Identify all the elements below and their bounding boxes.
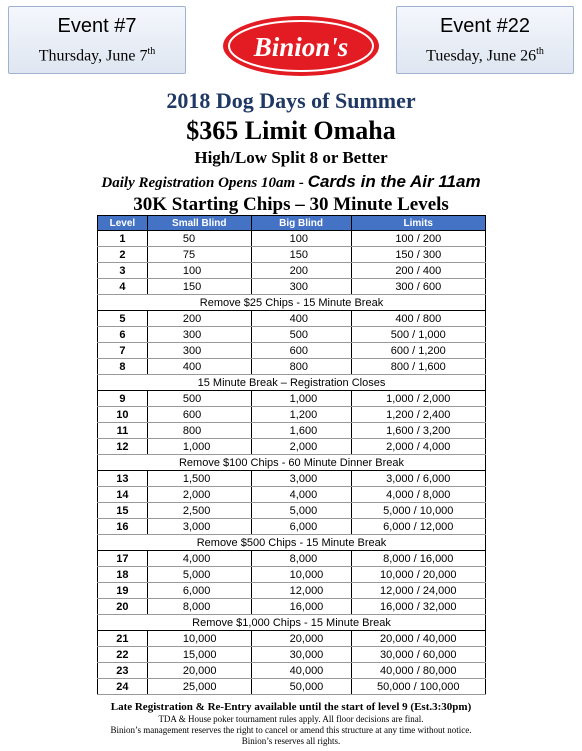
cell-limits: 1,000 / 2,000 xyxy=(351,391,486,407)
cell-sb: 300 xyxy=(147,327,251,343)
cell-sb: 1,000 xyxy=(147,439,251,455)
break-text: 15 Minute Break – Registration Closes xyxy=(98,375,486,391)
table-row xyxy=(98,471,486,487)
cell-level: 22 xyxy=(98,647,148,663)
cell-limits: 500 / 1,000 xyxy=(351,327,486,343)
table-row xyxy=(98,359,486,375)
logo-text: Binion's xyxy=(253,32,349,62)
cell-level: 18 xyxy=(98,567,148,583)
table-row xyxy=(98,311,486,327)
cell-sb: 3,000 xyxy=(147,519,251,535)
cell-level: 7 xyxy=(98,343,148,359)
cell-level: 11 xyxy=(98,423,148,439)
event-date: Tuesday, June 26th xyxy=(426,46,544,65)
table-row xyxy=(98,279,486,295)
cell-sb: 8,000 xyxy=(147,599,251,615)
cell-limits: 4,000 / 8,000 xyxy=(351,487,486,503)
table-header-row xyxy=(98,216,486,231)
binions-logo xyxy=(221,14,381,78)
cell-limits: 1,200 / 2,400 xyxy=(351,407,486,423)
blind-structure-table xyxy=(97,215,486,695)
series-title: 2018 Dog Days of Summer xyxy=(166,88,416,113)
header-limits: Limits xyxy=(351,216,486,231)
break-text: Remove $1,000 Chips - 15 Minute Break xyxy=(98,615,486,631)
cell-sb: 15,000 xyxy=(147,647,251,663)
cell-level: 23 xyxy=(98,663,148,679)
event-22-box xyxy=(396,6,574,74)
cell-bb: 300 xyxy=(251,279,351,295)
header-big-blind: Big Blind xyxy=(251,216,351,231)
cell-sb: 75 xyxy=(147,247,251,263)
cell-bb: 50,000 xyxy=(251,679,351,695)
cell-bb: 600 xyxy=(251,343,351,359)
cell-level: 8 xyxy=(98,359,148,375)
cell-sb: 1,500 xyxy=(147,471,251,487)
cell-limits: 150 / 300 xyxy=(351,247,486,263)
cell-bb: 40,000 xyxy=(251,663,351,679)
table-row xyxy=(98,519,486,535)
table-row xyxy=(98,247,486,263)
cell-bb: 400 xyxy=(251,311,351,327)
cell-bb: 3,000 xyxy=(251,471,351,487)
cell-level: 5 xyxy=(98,311,148,327)
cell-limits: 40,000 / 80,000 xyxy=(351,663,486,679)
table-row xyxy=(98,583,486,599)
cards-in-air: Cards in the Air 11am xyxy=(307,172,481,191)
structure-title: 30K Starting Chips – 30 Minute Levels xyxy=(133,194,449,215)
cell-limits: 200 / 400 xyxy=(351,263,486,279)
cell-level: 4 xyxy=(98,279,148,295)
table-row xyxy=(98,647,486,663)
cell-bb: 1,200 xyxy=(251,407,351,423)
cell-level: 12 xyxy=(98,439,148,455)
table-row xyxy=(98,551,486,567)
cell-level: 1 xyxy=(98,231,148,247)
cell-bb: 10,000 xyxy=(251,567,351,583)
cell-limits: 20,000 / 40,000 xyxy=(351,631,486,647)
event-title: Event #22 xyxy=(439,15,531,37)
table-row xyxy=(98,263,486,279)
table-row xyxy=(98,663,486,679)
header-level: Level xyxy=(98,216,148,231)
table-row xyxy=(98,487,486,503)
cell-bb: 800 xyxy=(251,359,351,375)
table-row xyxy=(98,503,486,519)
variant-title: High/Low Split 8 or Better xyxy=(194,148,388,167)
cell-limits: 12,000 / 24,000 xyxy=(351,583,486,599)
table-row xyxy=(98,631,486,647)
cell-sb: 500 xyxy=(147,391,251,407)
cell-level: 6 xyxy=(98,327,148,343)
table-row xyxy=(98,407,486,423)
cell-sb: 800 xyxy=(147,423,251,439)
cell-sb: 2,000 xyxy=(147,487,251,503)
table-row xyxy=(98,327,486,343)
cell-level: 20 xyxy=(98,599,148,615)
late-registration-note: Late Registration & Re-Entry available until the start of level 9 (Est.3:30pm) xyxy=(110,701,472,713)
cell-sb: 600 xyxy=(147,407,251,423)
cell-level: 24 xyxy=(98,679,148,695)
cell-bb: 5,000 xyxy=(251,503,351,519)
table-row xyxy=(98,567,486,583)
rules-note: TDA & House poker tournament rules apply. All floor decisions are final. xyxy=(158,714,424,724)
cell-bb: 1,000 xyxy=(251,391,351,407)
header-small-blind: Small Blind xyxy=(147,216,251,231)
cell-limits: 50,000 / 100,000 xyxy=(351,679,486,695)
cell-level: 10 xyxy=(98,407,148,423)
cell-level: 3 xyxy=(98,263,148,279)
break-row xyxy=(98,455,486,471)
event-title: Event #7 xyxy=(57,15,137,37)
cell-limits: 600 / 1,200 xyxy=(351,343,486,359)
cell-bb: 1,600 xyxy=(251,423,351,439)
table-row xyxy=(98,439,486,455)
cell-level: 17 xyxy=(98,551,148,567)
cell-sb: 300 xyxy=(147,343,251,359)
cell-sb: 25,000 xyxy=(147,679,251,695)
cell-limits: 1,600 / 3,200 xyxy=(351,423,486,439)
break-row xyxy=(98,375,486,391)
cell-limits: 16,000 / 32,000 xyxy=(351,599,486,615)
break-row xyxy=(98,615,486,631)
event-7-box xyxy=(8,6,186,74)
cell-limits: 10,000 / 20,000 xyxy=(351,567,486,583)
cell-sb: 50 xyxy=(147,231,251,247)
cell-limits: 400 / 800 xyxy=(351,311,486,327)
table-row xyxy=(98,391,486,407)
cell-level: 9 xyxy=(98,391,148,407)
cell-sb: 6,000 xyxy=(147,583,251,599)
cell-sb: 150 xyxy=(147,279,251,295)
cell-bb: 8,000 xyxy=(251,551,351,567)
break-text: Remove $25 Chips - 15 Minute Break xyxy=(98,295,486,311)
cell-bb: 12,000 xyxy=(251,583,351,599)
table-row xyxy=(98,599,486,615)
cell-level: 21 xyxy=(98,631,148,647)
cell-limits: 300 / 600 xyxy=(351,279,486,295)
cell-level: 2 xyxy=(98,247,148,263)
cell-bb: 30,000 xyxy=(251,647,351,663)
cell-sb: 4,000 xyxy=(147,551,251,567)
cell-level: 14 xyxy=(98,487,148,503)
cell-bb: 100 xyxy=(251,231,351,247)
cell-bb: 16,000 xyxy=(251,599,351,615)
break-row xyxy=(98,295,486,311)
cell-limits: 100 / 200 xyxy=(351,231,486,247)
cell-limits: 6,000 / 12,000 xyxy=(351,519,486,535)
cell-bb: 150 xyxy=(251,247,351,263)
game-title: $365 Limit Omaha xyxy=(186,116,396,145)
cell-sb: 5,000 xyxy=(147,567,251,583)
cell-limits: 30,000 / 60,000 xyxy=(351,647,486,663)
cell-bb: 500 xyxy=(251,327,351,343)
cell-limits: 8,000 / 16,000 xyxy=(351,551,486,567)
cell-limits: 2,000 / 4,000 xyxy=(351,439,486,455)
cell-limits: 800 / 1,600 xyxy=(351,359,486,375)
registration-line: Daily Registration Opens 10am - Cards in the Air 11am xyxy=(101,172,481,191)
table-row xyxy=(98,423,486,439)
rights-note: Binion’s reserves all rights. xyxy=(241,736,341,746)
cell-bb: 4,000 xyxy=(251,487,351,503)
table-row xyxy=(98,679,486,695)
cell-limits: 3,000 / 6,000 xyxy=(351,471,486,487)
cell-bb: 2,000 xyxy=(251,439,351,455)
cell-bb: 20,000 xyxy=(251,631,351,647)
cell-sb: 10,000 xyxy=(147,631,251,647)
cell-level: 16 xyxy=(98,519,148,535)
cell-level: 13 xyxy=(98,471,148,487)
break-text: Remove $500 Chips - 15 Minute Break xyxy=(98,535,486,551)
cell-bb: 200 xyxy=(251,263,351,279)
cell-sb: 2,500 xyxy=(147,503,251,519)
cell-level: 15 xyxy=(98,503,148,519)
break-text: Remove $100 Chips - 60 Minute Dinner Break xyxy=(98,455,486,471)
cell-sb: 200 xyxy=(147,311,251,327)
cell-level: 19 xyxy=(98,583,148,599)
cell-sb: 20,000 xyxy=(147,663,251,679)
event-date: Thursday, June 7th xyxy=(38,46,156,65)
cell-sb: 400 xyxy=(147,359,251,375)
cell-bb: 6,000 xyxy=(251,519,351,535)
table-row xyxy=(98,343,486,359)
management-note: Binion’s management reserves the right to cancel or amend this structure at any time without notice. xyxy=(110,725,472,735)
table-row xyxy=(98,231,486,247)
cell-limits: 5,000 / 10,000 xyxy=(351,503,486,519)
cell-sb: 100 xyxy=(147,263,251,279)
break-row xyxy=(98,535,486,551)
